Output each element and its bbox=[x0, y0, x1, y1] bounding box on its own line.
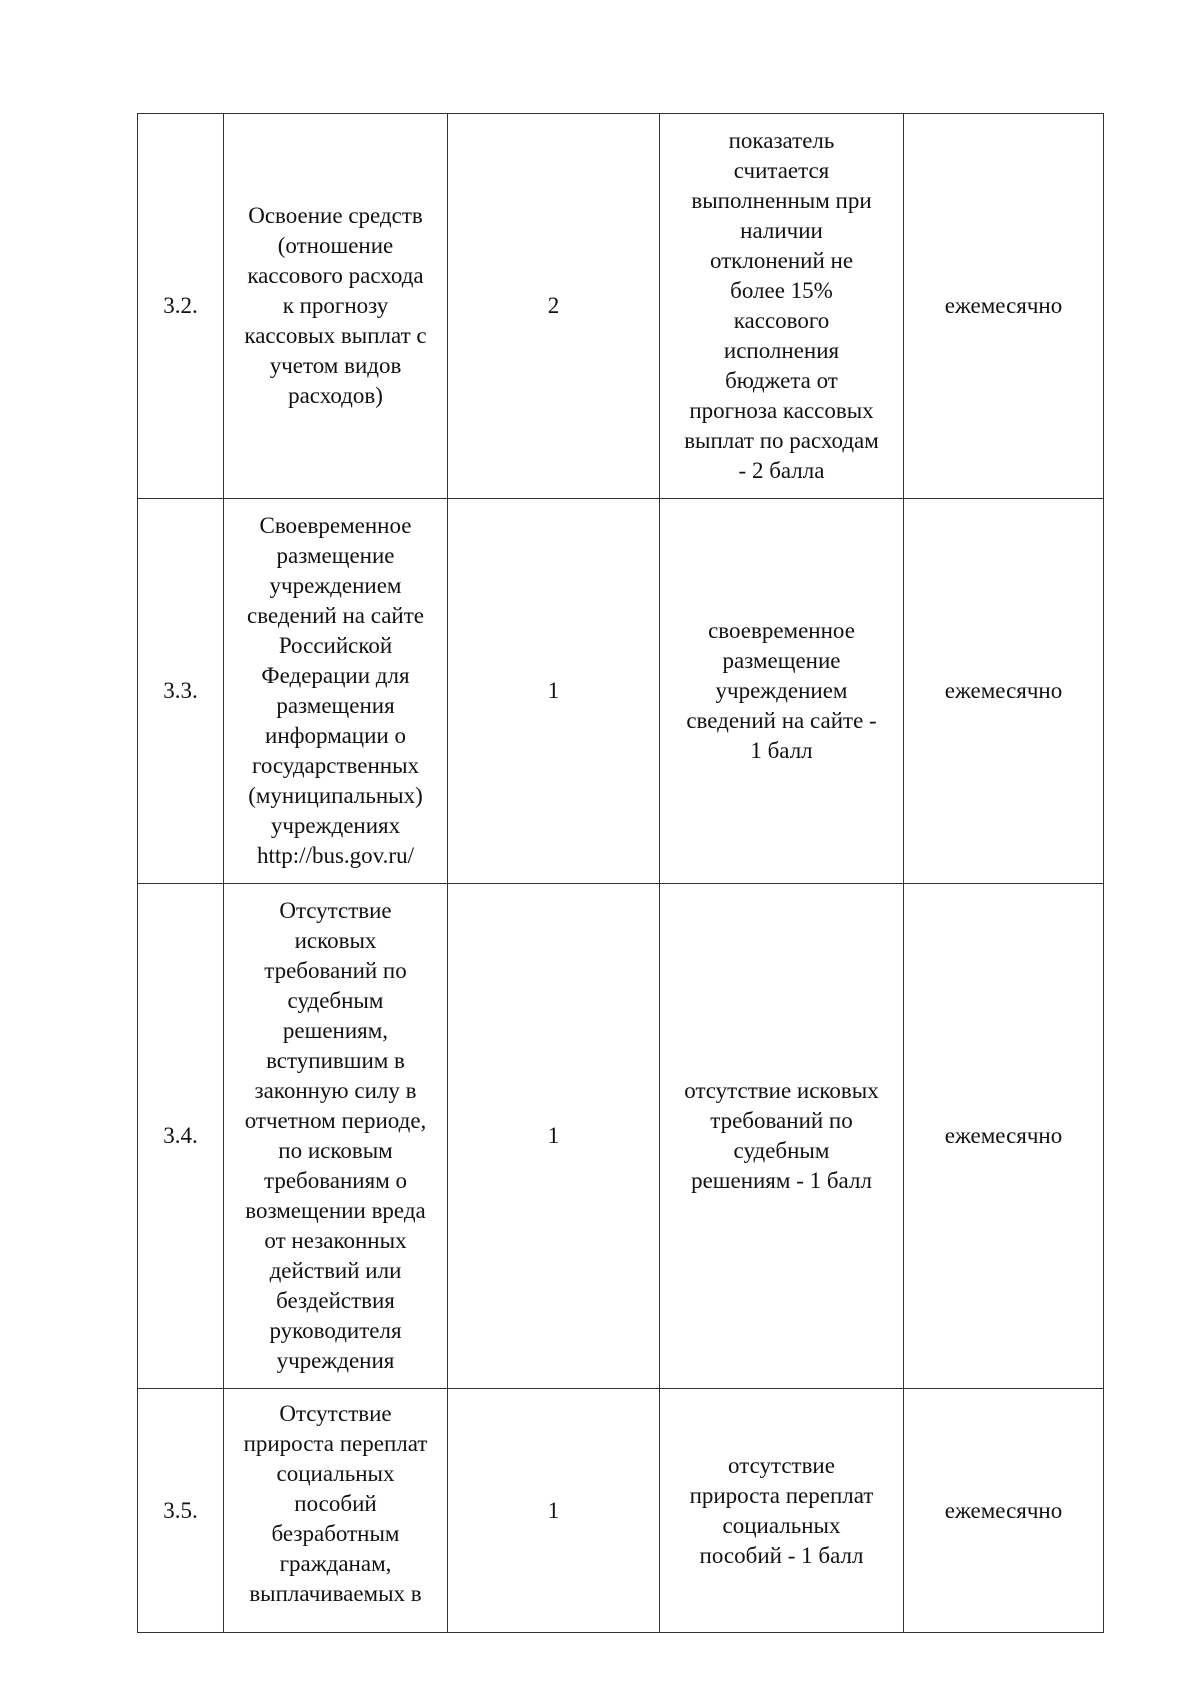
table-row bbox=[138, 884, 1104, 1389]
table-row bbox=[138, 114, 1104, 499]
table-row bbox=[138, 499, 1104, 884]
row-number: 3.2. bbox=[138, 114, 224, 499]
frequency: ежемесячно bbox=[904, 114, 1104, 499]
max-score: 1 bbox=[448, 1389, 660, 1633]
indicator-name: Своевременное размещение учреждением сведений на сайте Российской Федерации для размещения информации о государственных (муниципальных) учреждениях http://bus.gov.ru/ bbox=[224, 499, 448, 884]
max-score: 2 bbox=[448, 114, 660, 499]
evaluation-criterion: отсутствие исковых требований по судебным решениям - 1 балл bbox=[660, 884, 904, 1389]
table-row bbox=[138, 1389, 1104, 1633]
indicator-name: Освоение средств (отношение кассового расхода к прогнозу кассовых выплат с учетом видов расходов) bbox=[224, 114, 448, 499]
indicator-name: Отсутствие исковых требований по судебным решениям, вступившим в законную силу в отчетном периоде, по исковым требованиям о возмещении вреда от незаконных действий или бездействия руководителя учреждения bbox=[224, 884, 448, 1389]
indicator-name: Отсутствие прироста переплат социальных пособий безработным гражданам, выплачиваемых в bbox=[224, 1389, 448, 1633]
criteria-table bbox=[137, 113, 1104, 1633]
frequency: ежемесячно bbox=[904, 884, 1104, 1389]
evaluation-criterion: своевременное размещение учреждением сведений на сайте - 1 балл bbox=[660, 499, 904, 884]
max-score: 1 bbox=[448, 884, 660, 1389]
row-number: 3.4. bbox=[138, 884, 224, 1389]
evaluation-criterion: отсутствие прироста переплат социальных пособий - 1 балл bbox=[660, 1389, 904, 1633]
row-number: 3.5. bbox=[138, 1389, 224, 1633]
max-score: 1 bbox=[448, 499, 660, 884]
row-number: 3.3. bbox=[138, 499, 224, 884]
frequency: ежемесячно bbox=[904, 499, 1104, 884]
frequency: ежемесячно bbox=[904, 1389, 1104, 1633]
evaluation-criterion: показатель считается выполненным при наличии отклонений не более 15% кассового исполнения бюджета от прогноза кассовых выплат по расходам - 2 балла bbox=[660, 114, 904, 499]
